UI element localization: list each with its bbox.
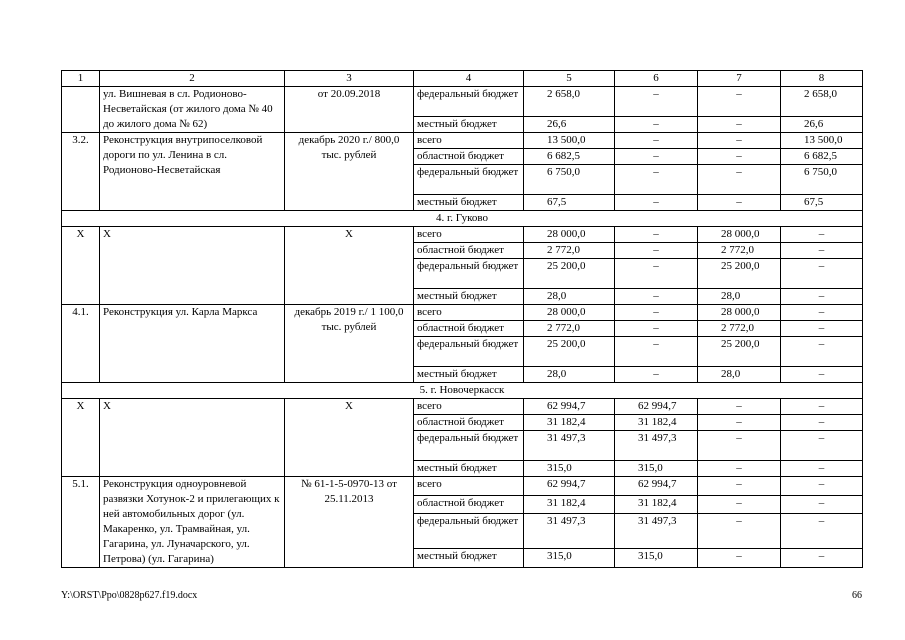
budget-source: областной бюджет — [414, 495, 524, 514]
amount-cell: 31 497,3 — [524, 431, 615, 461]
amount-cell: – — [781, 259, 863, 289]
budget-source: областной бюджет — [414, 243, 524, 259]
amount-cell: – — [781, 367, 863, 383]
table-row — [62, 477, 863, 496]
amount-cell: 62 994,7 — [524, 399, 615, 415]
item-document: № 61-1-5-0970-13 от 25.11.2013 — [285, 477, 414, 568]
amount-cell: – — [698, 195, 781, 211]
amount-cell: – — [698, 495, 781, 514]
budget-source: федеральный бюджет — [414, 431, 524, 461]
header-cell: 8 — [781, 71, 863, 87]
amount-cell: – — [615, 195, 698, 211]
budget-source: местный бюджет — [414, 461, 524, 477]
amount-cell: 6 750,0 — [781, 165, 863, 195]
budget-source: областной бюджет — [414, 149, 524, 165]
amount-cell: – — [615, 367, 698, 383]
amount-cell: 6 750,0 — [524, 165, 615, 195]
amount-cell: – — [781, 549, 863, 568]
amount-cell: – — [781, 243, 863, 259]
amount-cell: – — [781, 227, 863, 243]
amount-cell: 6 682,5 — [781, 149, 863, 165]
amount-cell: 28,0 — [698, 367, 781, 383]
amount-cell: 28 000,0 — [524, 305, 615, 321]
item-description: Реконструкция внутрипоселковой дороги по ул. Ленина в сл. Родионово-Несветайская — [100, 133, 285, 211]
item-document: Х — [285, 399, 414, 477]
header-cell: 6 — [615, 71, 698, 87]
amount-cell: – — [698, 399, 781, 415]
amount-cell: – — [781, 337, 863, 367]
amount-cell: 315,0 — [615, 549, 698, 568]
budget-source: областной бюджет — [414, 321, 524, 337]
item-number: Х — [62, 227, 100, 305]
item-document: декабрь 2019 г./ 1 100,0 тыс. рублей — [285, 305, 414, 383]
item-description: Реконструкция одноуровневой развязки Хотунок-2 и прилегающих к ней автомобильных дорог (ул. Макаренко, ул. Трамвайная, ул. Гагарина, ул. Луначарского, ул. Петрова) (ул. Гагарина) — [100, 477, 285, 568]
section-title: 5. г. Новочеркасск — [62, 383, 863, 399]
amount-cell: – — [615, 259, 698, 289]
budget-source: федеральный бюджет — [414, 259, 524, 289]
amount-cell: 2 772,0 — [524, 243, 615, 259]
amount-cell: – — [615, 337, 698, 367]
amount-cell: 25 200,0 — [698, 337, 781, 367]
amount-cell: 62 994,7 — [615, 477, 698, 496]
amount-cell: 25 200,0 — [698, 259, 781, 289]
amount-cell: – — [615, 149, 698, 165]
amount-cell: – — [698, 149, 781, 165]
amount-cell: – — [698, 133, 781, 149]
item-description: Х — [100, 399, 285, 477]
amount-cell: 28 000,0 — [524, 227, 615, 243]
budget-source: федеральный бюджет — [414, 165, 524, 195]
header-cell: 4 — [414, 71, 524, 87]
amount-cell: – — [698, 514, 781, 549]
amount-cell: 31 182,4 — [524, 495, 615, 514]
amount-cell: – — [615, 117, 698, 133]
amount-cell: – — [781, 415, 863, 431]
amount-cell: 26,6 — [524, 117, 615, 133]
budget-source: федеральный бюджет — [414, 337, 524, 367]
amount-cell: – — [781, 461, 863, 477]
header-cell: 5 — [524, 71, 615, 87]
amount-cell: 62 994,7 — [615, 399, 698, 415]
amount-cell: 28,0 — [524, 367, 615, 383]
amount-cell: – — [781, 431, 863, 461]
amount-cell: 315,0 — [524, 461, 615, 477]
amount-cell: 2 658,0 — [524, 87, 615, 117]
table-row — [62, 305, 863, 321]
item-document: Х — [285, 227, 414, 305]
amount-cell: – — [698, 431, 781, 461]
amount-cell: 31 182,4 — [615, 415, 698, 431]
amount-cell: – — [698, 165, 781, 195]
item-number: 5.1. — [62, 477, 100, 568]
header-cell: 3 — [285, 71, 414, 87]
item-description: Х — [100, 227, 285, 305]
amount-cell: 28,0 — [698, 289, 781, 305]
budget-source: областной бюджет — [414, 415, 524, 431]
amount-cell: 6 682,5 — [524, 149, 615, 165]
item-document: декабрь 2020 г./ 800,0 тыс. рублей — [285, 133, 414, 211]
amount-cell: 2 772,0 — [698, 243, 781, 259]
header-cell: 7 — [698, 71, 781, 87]
budget-source: местный бюджет — [414, 117, 524, 133]
amount-cell: 31 497,3 — [615, 514, 698, 549]
amount-cell: – — [615, 165, 698, 195]
header-cell: 1 — [62, 71, 100, 87]
amount-cell: – — [615, 305, 698, 321]
amount-cell: 31 497,3 — [615, 431, 698, 461]
budget-source: всего — [414, 227, 524, 243]
amount-cell: 31 182,4 — [615, 495, 698, 514]
amount-cell: 315,0 — [524, 549, 615, 568]
amount-cell: – — [615, 289, 698, 305]
amount-cell: – — [698, 415, 781, 431]
amount-cell: 2 772,0 — [524, 321, 615, 337]
section-row — [62, 383, 863, 399]
table-body — [62, 71, 863, 568]
table-row — [62, 399, 863, 415]
table-row — [62, 133, 863, 149]
amount-cell: – — [698, 461, 781, 477]
budget-source: федеральный бюджет — [414, 514, 524, 549]
budget-table — [61, 70, 863, 568]
item-description: ул. Вишневая в сл. Родионово-Несветайская (от жилого дома № 40 до жилого дома № 62) — [100, 87, 285, 133]
amount-cell: – — [781, 477, 863, 496]
item-description: Реконструкция ул. Карла Маркса — [100, 305, 285, 383]
amount-cell: 28 000,0 — [698, 305, 781, 321]
page-number: 66 — [852, 590, 862, 601]
item-document: от 20.09.2018 — [285, 87, 414, 133]
amount-cell: – — [698, 477, 781, 496]
amount-cell: – — [615, 87, 698, 117]
amount-cell: 13 500,0 — [524, 133, 615, 149]
section-title: 4. г. Гуково — [62, 211, 863, 227]
section-row — [62, 211, 863, 227]
amount-cell: – — [615, 227, 698, 243]
header-row — [62, 71, 863, 87]
amount-cell: – — [615, 321, 698, 337]
budget-source: местный бюджет — [414, 195, 524, 211]
table-row — [62, 87, 863, 117]
amount-cell: 67,5 — [781, 195, 863, 211]
amount-cell: – — [615, 133, 698, 149]
amount-cell: – — [615, 243, 698, 259]
amount-cell: 28 000,0 — [698, 227, 781, 243]
amount-cell: 31 497,3 — [524, 514, 615, 549]
item-number: 4.1. — [62, 305, 100, 383]
header-cell: 2 — [100, 71, 285, 87]
amount-cell: 315,0 — [615, 461, 698, 477]
amount-cell: 2 772,0 — [698, 321, 781, 337]
budget-source: всего — [414, 477, 524, 496]
amount-cell: – — [698, 87, 781, 117]
table-row — [62, 227, 863, 243]
budget-source: местный бюджет — [414, 289, 524, 305]
amount-cell: – — [781, 321, 863, 337]
budget-source: местный бюджет — [414, 549, 524, 568]
amount-cell: 31 182,4 — [524, 415, 615, 431]
item-number — [62, 87, 100, 133]
budget-source: всего — [414, 133, 524, 149]
amount-cell: – — [698, 549, 781, 568]
amount-cell: – — [781, 514, 863, 549]
amount-cell: – — [781, 495, 863, 514]
amount-cell: 25 200,0 — [524, 337, 615, 367]
amount-cell: 25 200,0 — [524, 259, 615, 289]
item-number: 3.2. — [62, 133, 100, 211]
amount-cell: – — [781, 305, 863, 321]
file-path: Y:\ORST\Ppo\0828p627.f19.docx — [61, 590, 198, 601]
item-number: Х — [62, 399, 100, 477]
budget-source: всего — [414, 305, 524, 321]
amount-cell: – — [698, 117, 781, 133]
amount-cell: – — [781, 289, 863, 305]
amount-cell: 26,6 — [781, 117, 863, 133]
budget-source: местный бюджет — [414, 367, 524, 383]
budget-source: всего — [414, 399, 524, 415]
amount-cell: 2 658,0 — [781, 87, 863, 117]
amount-cell: 62 994,7 — [524, 477, 615, 496]
amount-cell: 13 500,0 — [781, 133, 863, 149]
amount-cell: 28,0 — [524, 289, 615, 305]
budget-source: федеральный бюджет — [414, 87, 524, 117]
amount-cell: – — [781, 399, 863, 415]
amount-cell: 67,5 — [524, 195, 615, 211]
